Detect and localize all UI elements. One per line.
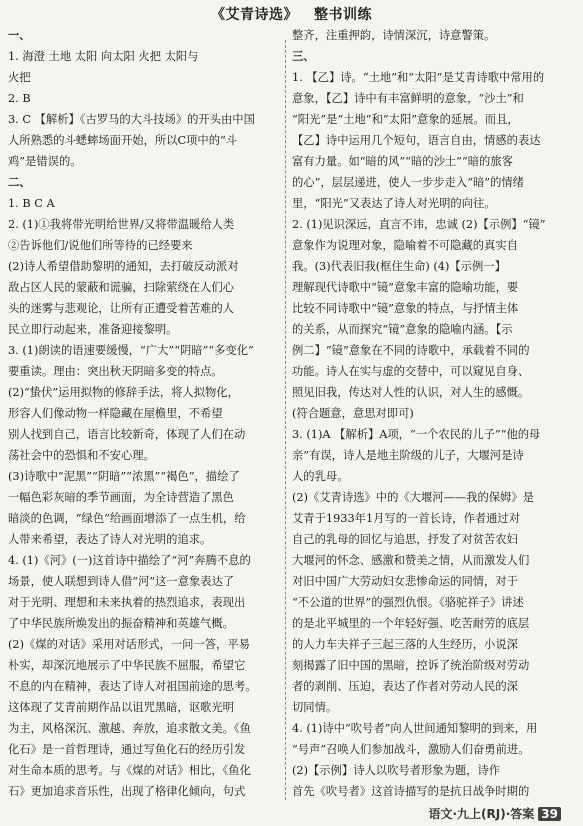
- answer-line: (2)《煤的对话》采用对话形式，一问一答，平易: [8, 638, 250, 651]
- answer-line: “不公道的世界”的强烈仇恨。《骆驼祥子》讲述: [292, 596, 524, 609]
- answer-line: 火把: [8, 71, 31, 84]
- answer-line: 亲”有误，诗人是地主阶级的儿子，大堰河是诗: [292, 449, 524, 462]
- answer-line: 2. B: [8, 92, 31, 105]
- answer-line: 人的乳母。: [292, 470, 349, 483]
- answer-line: 1. 海澄 土地 太阳 向太阳 火把 太阳与: [8, 50, 199, 63]
- answer-line: 艾青于1933年1月写的一首长诗，作者通过对: [292, 512, 520, 525]
- answer-line: 比较不同诗歌中“镜”意象的特点，与抒情主体: [292, 302, 519, 315]
- answer-line: 要重读。理由：突出秋天阴暗多变的特点。: [8, 365, 223, 378]
- answer-line: (符合题意，意思对即可): [292, 407, 414, 420]
- answer-line: 例二】“镜”意象在不同的诗歌中，承载着不同的: [292, 344, 530, 357]
- answer-line: 意象，【乙】诗中有丰富鲜明的意象，“沙土”和: [292, 92, 524, 105]
- answer-line: 大堰河的怀念、感激和赞美之情，从而激发人们: [292, 554, 530, 567]
- column-divider: [285, 40, 286, 800]
- answer-line: 4. (1)诗中“吹号者”向人世间通知黎明的到来，用: [292, 722, 538, 735]
- answer-line: 切同情。: [292, 701, 338, 714]
- answer-line: 【乙】诗中运用几个短句，语言自由，情感的表达: [292, 134, 541, 147]
- answer-line: 不息的内在精神，表达了诗人对祖国前途的思考。: [8, 680, 257, 693]
- answer-line: 对于光明、理想和未来执着的热烈追求，表现出: [8, 596, 246, 609]
- answer-line: 别人找到自己，语言比较新奇，体现了人们在动: [8, 428, 246, 441]
- answer-line: 对生命本质的思考。与《煤的对话》相比，《鱼化: [8, 764, 251, 777]
- answer-line: 人带来希望，表达了诗人对光明的追求。: [8, 533, 212, 546]
- answer-line: 4. (1)《河》(一)这首诗中描绘了“河”奔腾不息的: [8, 554, 251, 567]
- answer-line: 富有力量。如“暗的风”“暗的沙土”“暗的旅客: [292, 155, 513, 168]
- answer-line: 敌占区人民的蒙蔽和谎骗，扫除萦绕在人们心: [8, 281, 234, 294]
- answer-line: 的心”，层层递进，使人一步步走入“暗”的情绪: [292, 176, 524, 189]
- footer-label: 语文·九上(RJ)·答案: [428, 807, 535, 821]
- answer-line: 1. 【乙】诗。“土地”和“太阳”是艾青诗歌中常用的: [292, 71, 545, 84]
- answer-line: ②告诉他们/说他们所等待的已经要来: [8, 239, 193, 252]
- answer-line: 荡社会中的恐惧和不安心理。: [8, 449, 155, 462]
- answer-line: 的人力车夫祥子三起三落的人生经历，小说深: [292, 638, 518, 651]
- answer-line: “号声”召唤人们参加战斗，激励人们奋勇前进。: [292, 743, 530, 756]
- answer-line: 形容人们像动物一样隐藏在屋檐里，不希望: [8, 407, 223, 420]
- answer-line: 人所熟悉的斗蟋蟀场面开始，所以C项中的“斗: [8, 134, 238, 147]
- answer-line: 自己的乳母的回忆与追思，抒发了对贫苦农妇: [292, 533, 518, 546]
- answer-line: 对旧中国广大劳动妇女悲惨命运的同情，对于: [292, 575, 518, 588]
- answer-line: 二、: [8, 175, 31, 189]
- answer-line: 功能。诗人在实与虚的交替中，可以窥见自身、: [292, 365, 530, 378]
- answer-line: 2. (1)见识深远，直言不讳，忠诚 (2)【示例】“镜”: [292, 218, 546, 231]
- section-subtitle: 整书训练: [314, 7, 372, 23]
- right-answer-column: [292, 25, 564, 802]
- answer-line: (2)《艾青诗选》中的《大堰河——我的保姆》是: [292, 491, 534, 504]
- answer-line: 1. B C A: [8, 197, 55, 210]
- answer-line: 里，“阳光”又表达了诗人对光明的向往。: [292, 197, 496, 210]
- answer-line: 者的剥削、压迫，表达了作者对劳动人民的深: [292, 680, 518, 693]
- answer-line: “阳光”是“土地”和“太阳”意象的延展。而且，: [292, 113, 519, 126]
- answer-line: 意象作为说理对象，隐喻着不可隐藏的真实自: [292, 239, 518, 252]
- answer-line: (2)【示例】诗人以吹号者形象为题，诗作: [292, 764, 501, 777]
- answer-line: 朴实，却深沉地展示了中华民族不屈服，希望它: [8, 659, 246, 672]
- answer-line: 场景，使人联想到诗人借“河”这一意象表达了: [8, 575, 235, 588]
- answer-line: 了中华民族所焕发出的振奋精神和英雄气概。: [8, 617, 234, 630]
- answer-line: 3. (1)A 【解析】A项，“一个农民的儿子”“他的母: [292, 428, 541, 441]
- page-number: 39: [538, 807, 561, 821]
- answer-line: 刻揭露了旧中国的黑暗，控诉了统治阶级对劳动: [292, 659, 530, 672]
- answer-line: 的关系，从而探究“镜”意象的隐喻内涵。【示: [292, 323, 513, 336]
- answer-line: 石》更加追求音乐性，出现了格律化倾向，句式: [8, 785, 246, 798]
- answer-line: 民立即行动起来，准备迎接黎明。: [8, 323, 178, 336]
- answer-line: 的是北平城里的一个年轻好强、吃苦耐劳的底层: [292, 617, 530, 630]
- answer-line: 2. (1)①我将带光明给世界/又将带温暖给人类: [8, 218, 235, 231]
- answer-line: 3. C 【解析】《古罗马的大斗技场》的开头由中国: [8, 113, 255, 126]
- answer-line: 3. (1)朗读的语速要缓慢，“广大”“阴暗”“多变化”: [8, 344, 254, 357]
- answer-line: 一、: [8, 28, 31, 42]
- answer-line: 鸡”是错误的。: [8, 155, 82, 168]
- answer-line: 我。(3)代表旧我(框住生命) (4)【示例一】: [292, 260, 506, 273]
- answer-line: 化石》是一首哲理诗，通过写鱼化石的经历引发: [8, 743, 246, 756]
- answer-line: 这体现了艾青前期作品以诅咒黑暗，讴歌光明: [8, 701, 234, 714]
- page-footer: [429, 805, 562, 822]
- answer-line: 暗淡的色调，“绿色”给画面增添了一点生机，给: [8, 512, 246, 525]
- answer-line: 为主，风格深沉、激越、奔放，追求散文美。《鱼: [8, 722, 251, 735]
- answer-line: (3)诗歌中“泥黑”“阴暗”“浓黑”“褐色”，描绘了: [8, 470, 240, 483]
- page-title: [0, 4, 583, 24]
- answer-line: (2)“蛰伏”运用拟物的修辞手法，将人拟物化，: [8, 386, 239, 399]
- answer-line: 三、: [292, 49, 315, 63]
- book-title: 《艾青诗选》: [211, 7, 298, 23]
- answer-line: 整齐，注重押韵，诗情深沉，诗意警策。: [292, 29, 496, 42]
- answer-line: (2)诗人希望借助黎明的通知，去打破反动派对: [8, 260, 239, 273]
- left-answer-column: [8, 25, 280, 802]
- answer-line: 照见旧我，传达对人性的认识，对人生的感慨。: [292, 386, 530, 399]
- answer-line: 头的迷雾与悲观论，让所有正遭受着苦难的人: [8, 302, 234, 315]
- answer-line: 理解现代诗歌中“镜”意象丰富的隐喻功能，要: [292, 281, 519, 294]
- answer-line: 一幅色彩灰暗的季节画面，为全诗营造了黑色: [8, 491, 234, 504]
- answer-line: 首先《吹号者》这首诗描写的是抗日战争时期的: [292, 785, 530, 798]
